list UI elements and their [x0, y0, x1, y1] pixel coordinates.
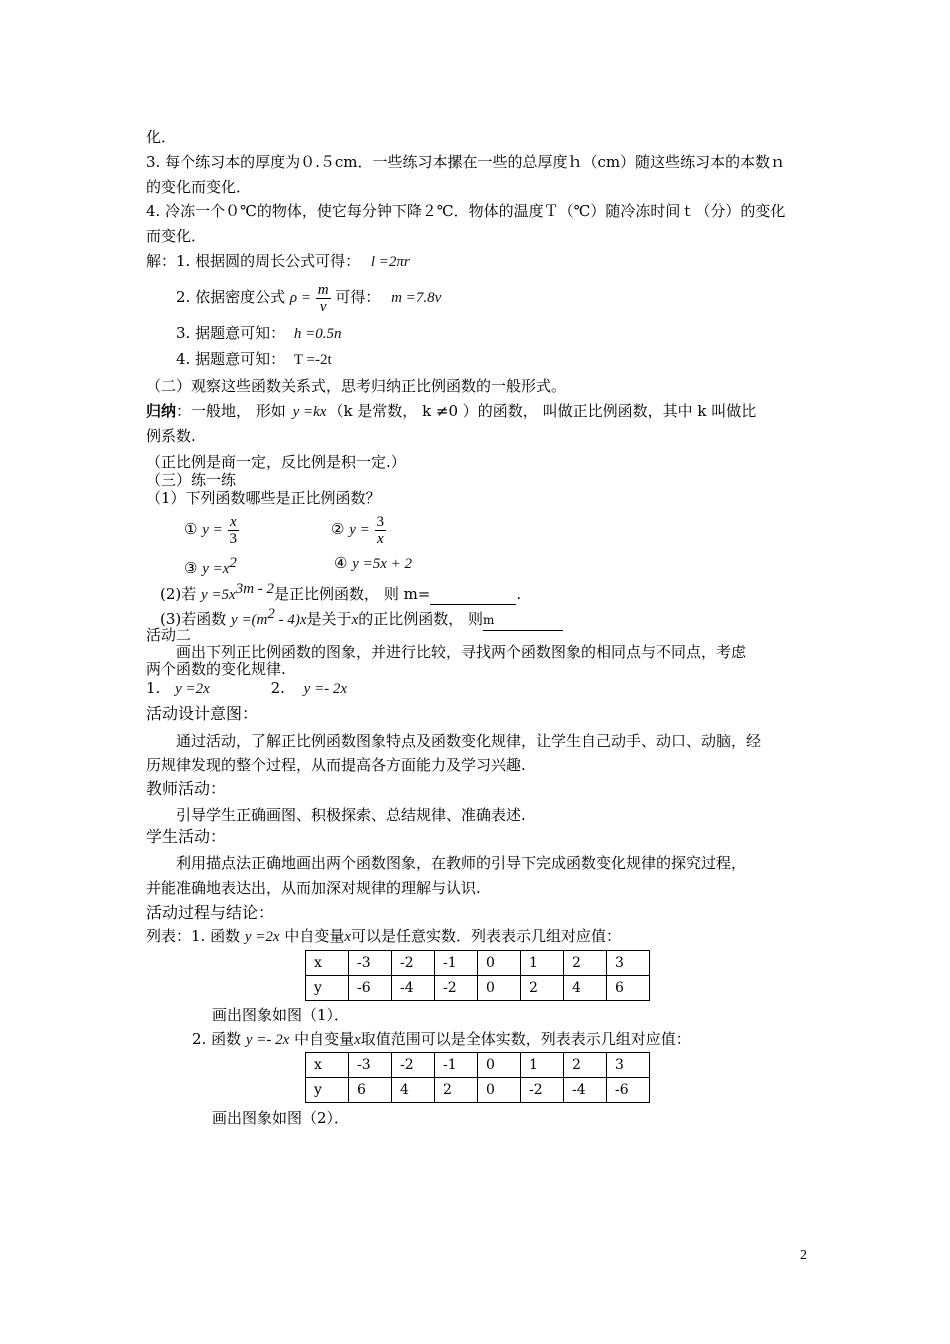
q2-text-b: 是正比例函数， 则 m=: [274, 585, 431, 603]
table-cell: 2: [564, 951, 607, 976]
solution-2-text-a: 2. 依据密度公式: [176, 288, 286, 306]
q3-variable: x: [351, 612, 359, 628]
design-paragraph-2: 历规律发现的整个过程，从而提高各方面能力及学习兴趣.: [146, 756, 526, 774]
table-cell: -2: [392, 951, 435, 976]
table-cell: 0: [478, 1078, 521, 1103]
q3-text-c: 的正比例函数， 则: [358, 610, 484, 628]
table-cell: y: [306, 1078, 349, 1103]
fraction-denominator: 3: [229, 530, 238, 547]
option-4-formula: y =5x + 2: [352, 556, 413, 572]
summary-text-a: ：一般地， 形如: [176, 402, 286, 420]
q3-text-b: 是关于: [306, 610, 352, 628]
activity2-desc-1: 画出下列正比例函数的图象，并进行比较，寻找两个函数图象的相同点与不同点，考虑: [176, 643, 747, 661]
option-3-label: ③: [184, 559, 198, 577]
option-1-fraction: [228, 514, 240, 547]
fraction-numerator: 3: [376, 513, 385, 530]
table-cell: 4: [392, 1078, 435, 1103]
teacher-paragraph: 引导学生正确画图、积极探索、总结规律、准确表述.: [176, 806, 526, 824]
student-paragraph-2: 并能准确地表达出，从而加深对规律的理解与认识.: [146, 879, 481, 897]
text-line: 的变化而变化．: [146, 178, 252, 196]
solution-4-formula: T =-2t: [293, 352, 332, 368]
table-2-intro: [192, 1029, 691, 1050]
process-title: 活动过程与结论：: [146, 903, 275, 922]
practice-q3: [160, 604, 563, 631]
activity2-desc-2: 两个函数的变化规律.: [146, 660, 286, 678]
fraction-numerator: x: [228, 514, 240, 531]
table-cell: -2: [392, 1053, 435, 1078]
summary-label: 归纳: [146, 402, 177, 420]
table-cell: 3: [607, 951, 650, 976]
activity2-title: 活动二: [146, 626, 192, 644]
solution-3-text: 3. 据题意可知：: [176, 324, 286, 342]
table-cell: 6: [349, 1078, 392, 1103]
t2-text-b: 中自变量: [294, 1030, 355, 1048]
solution-4: [176, 349, 332, 370]
summary-formula: y =kx: [292, 404, 327, 420]
option-4-label: ④: [334, 554, 348, 572]
table-cell: -3: [349, 951, 392, 976]
table-cell: 4: [564, 976, 607, 1001]
solution-1-text: 解：1. 根据圆的周长公式可得：: [146, 252, 361, 270]
table-cell: -6: [607, 1078, 650, 1103]
practice-q1: （1）下列函数哪些是正比例函数？: [146, 489, 381, 507]
table-row: [306, 976, 650, 1001]
table-cell: 2: [521, 976, 564, 1001]
solution-2-formula: m =7.8v: [391, 290, 442, 306]
option-2-lhs: y =: [349, 522, 370, 538]
table-row: [306, 1053, 650, 1078]
q2-formula: y =5x: [201, 587, 236, 603]
table-cell: y: [306, 976, 349, 1001]
table-cell: 0: [478, 976, 521, 1001]
practice-q2: [160, 579, 521, 605]
table-cell: x: [306, 1053, 349, 1078]
q3-formula-rest: - 4)x: [274, 612, 307, 628]
answer-blank: m: [483, 610, 563, 631]
function-1-formula: y =2x: [175, 681, 210, 697]
table-cell: -6: [349, 976, 392, 1001]
note-line: （正比例是商一定，反比例是积一定.）: [146, 453, 406, 471]
density-symbol: ρ =: [289, 290, 311, 306]
t2-text-c: 取值范围可以是全体实数，列表表示几组对应值：: [360, 1030, 691, 1048]
function-2-formula: y =- 2x: [303, 681, 348, 697]
option-2-fraction: [375, 514, 387, 547]
student-title: 学生活动：: [146, 827, 227, 846]
student-paragraph-1: 利用描点法正确地画出两个函数图象，在教师的引导下完成函数变化规律的探究过程，: [176, 854, 747, 872]
solution-1-formula: l =2πr: [370, 254, 410, 270]
answer-blank: [430, 584, 516, 605]
t2-text-a: 2. 函数: [192, 1030, 242, 1048]
table-cell: 0: [478, 1053, 521, 1078]
table-cell: -4: [392, 976, 435, 1001]
solution-3-formula: h =0.5n: [293, 326, 342, 342]
table-cell: -2: [435, 976, 478, 1001]
q3-formula: y =(m: [231, 612, 268, 628]
page-number: 2: [800, 1248, 807, 1263]
option-3: [184, 553, 237, 579]
t1-formula: y =2x: [244, 929, 280, 945]
fraction-denominator: v: [319, 298, 327, 315]
option-2: [331, 512, 386, 547]
teacher-title: 教师活动：: [146, 779, 227, 798]
activity2-functions: [146, 678, 347, 699]
text-line: 3. 每个练习本的厚度为０.５cm．一些练习本摞在一些的总厚度ｈ（cm）随这些练习本的本数ｎ: [146, 153, 786, 171]
table-cell: -1: [435, 951, 478, 976]
t2-formula: y =- 2x: [245, 1032, 290, 1048]
summary-text-b: （k 是常数， k ≠0 ）的函数， 叫做正比例函数，其中 k 叫做比: [328, 402, 757, 420]
t1-variable: x: [344, 929, 352, 945]
solution-4-text: 4. 据题意可知：: [176, 350, 286, 368]
summary-line: [146, 401, 756, 422]
table-2-caption: 画出图象如图（2）．: [212, 1109, 350, 1127]
option-1-lhs: y =: [202, 522, 223, 538]
table-cell: x: [306, 951, 349, 976]
solution-2-text-b: 可得：: [335, 288, 381, 306]
text-line: 而变化．: [146, 227, 207, 245]
option-3-formula: y =x: [202, 561, 230, 577]
text-line: 化．: [146, 128, 177, 146]
table-cell: 3: [607, 1053, 650, 1078]
table-cell: 1: [521, 951, 564, 976]
q3-text-a: (3)若函数: [160, 610, 227, 628]
t1-text-a: 列表：1. 函数: [146, 927, 241, 945]
option-3-exponent: 2: [229, 555, 237, 571]
table-1-caption: 画出图象如图（1）．: [212, 1006, 350, 1024]
fraction-numerator: m: [317, 281, 329, 298]
design-paragraph-1: 通过活动，了解正比例函数图象特点及函数变化规律，让学生自己动手、动口、动脑，经: [176, 732, 762, 750]
option-4: [334, 553, 412, 574]
table-cell: -4: [564, 1078, 607, 1103]
observe-line: （二）观察这些函数关系式，思考归纳正比例函数的一般形式。: [146, 377, 567, 395]
table-cell: -3: [349, 1053, 392, 1078]
table-cell: 0: [478, 951, 521, 976]
option-2-label: ②: [331, 520, 345, 538]
value-table-2: [305, 1052, 650, 1103]
summary-line-2: 例系数.: [146, 427, 196, 445]
solution-3: [176, 323, 342, 344]
solution-1: [146, 251, 410, 272]
table-cell: 6: [607, 976, 650, 1001]
function-2-label: 2.: [270, 679, 285, 697]
table-cell: 1: [521, 1053, 564, 1078]
t1-text-c: 可以是任意实数．列表表示几组对应值：: [351, 927, 622, 945]
fraction-denominator: x: [376, 530, 384, 547]
option-1-label: ①: [184, 520, 198, 538]
table-row: [306, 1078, 650, 1103]
t1-text-b: 中自变量: [284, 927, 345, 945]
table-cell: -1: [435, 1053, 478, 1078]
text-line: 4. 冷冻一个０℃的物体，使它每分钟下降２℃．物体的温度Ｔ（℃）随冷冻时间ｔ（分）的变化: [146, 202, 786, 220]
design-title: 活动设计意图：: [146, 704, 259, 723]
table-row: [306, 951, 650, 976]
function-1-label: 1.: [146, 679, 161, 697]
q3-exponent: 2: [267, 606, 275, 622]
option-1: [184, 512, 239, 547]
q2-text-a: (2)若: [160, 585, 197, 603]
table-cell: 2: [564, 1053, 607, 1078]
table-cell: -2: [521, 1078, 564, 1103]
density-fraction: [316, 282, 331, 315]
table-1-intro: [146, 926, 621, 947]
q2-end: .: [516, 585, 522, 603]
practice-title: （三）练一练: [146, 471, 237, 489]
q2-exponent: 3m - 2: [235, 581, 275, 597]
table-cell: 2: [435, 1078, 478, 1103]
solution-2: [176, 280, 441, 315]
value-table-1: [305, 950, 650, 1001]
t2-variable: x: [354, 1032, 361, 1048]
